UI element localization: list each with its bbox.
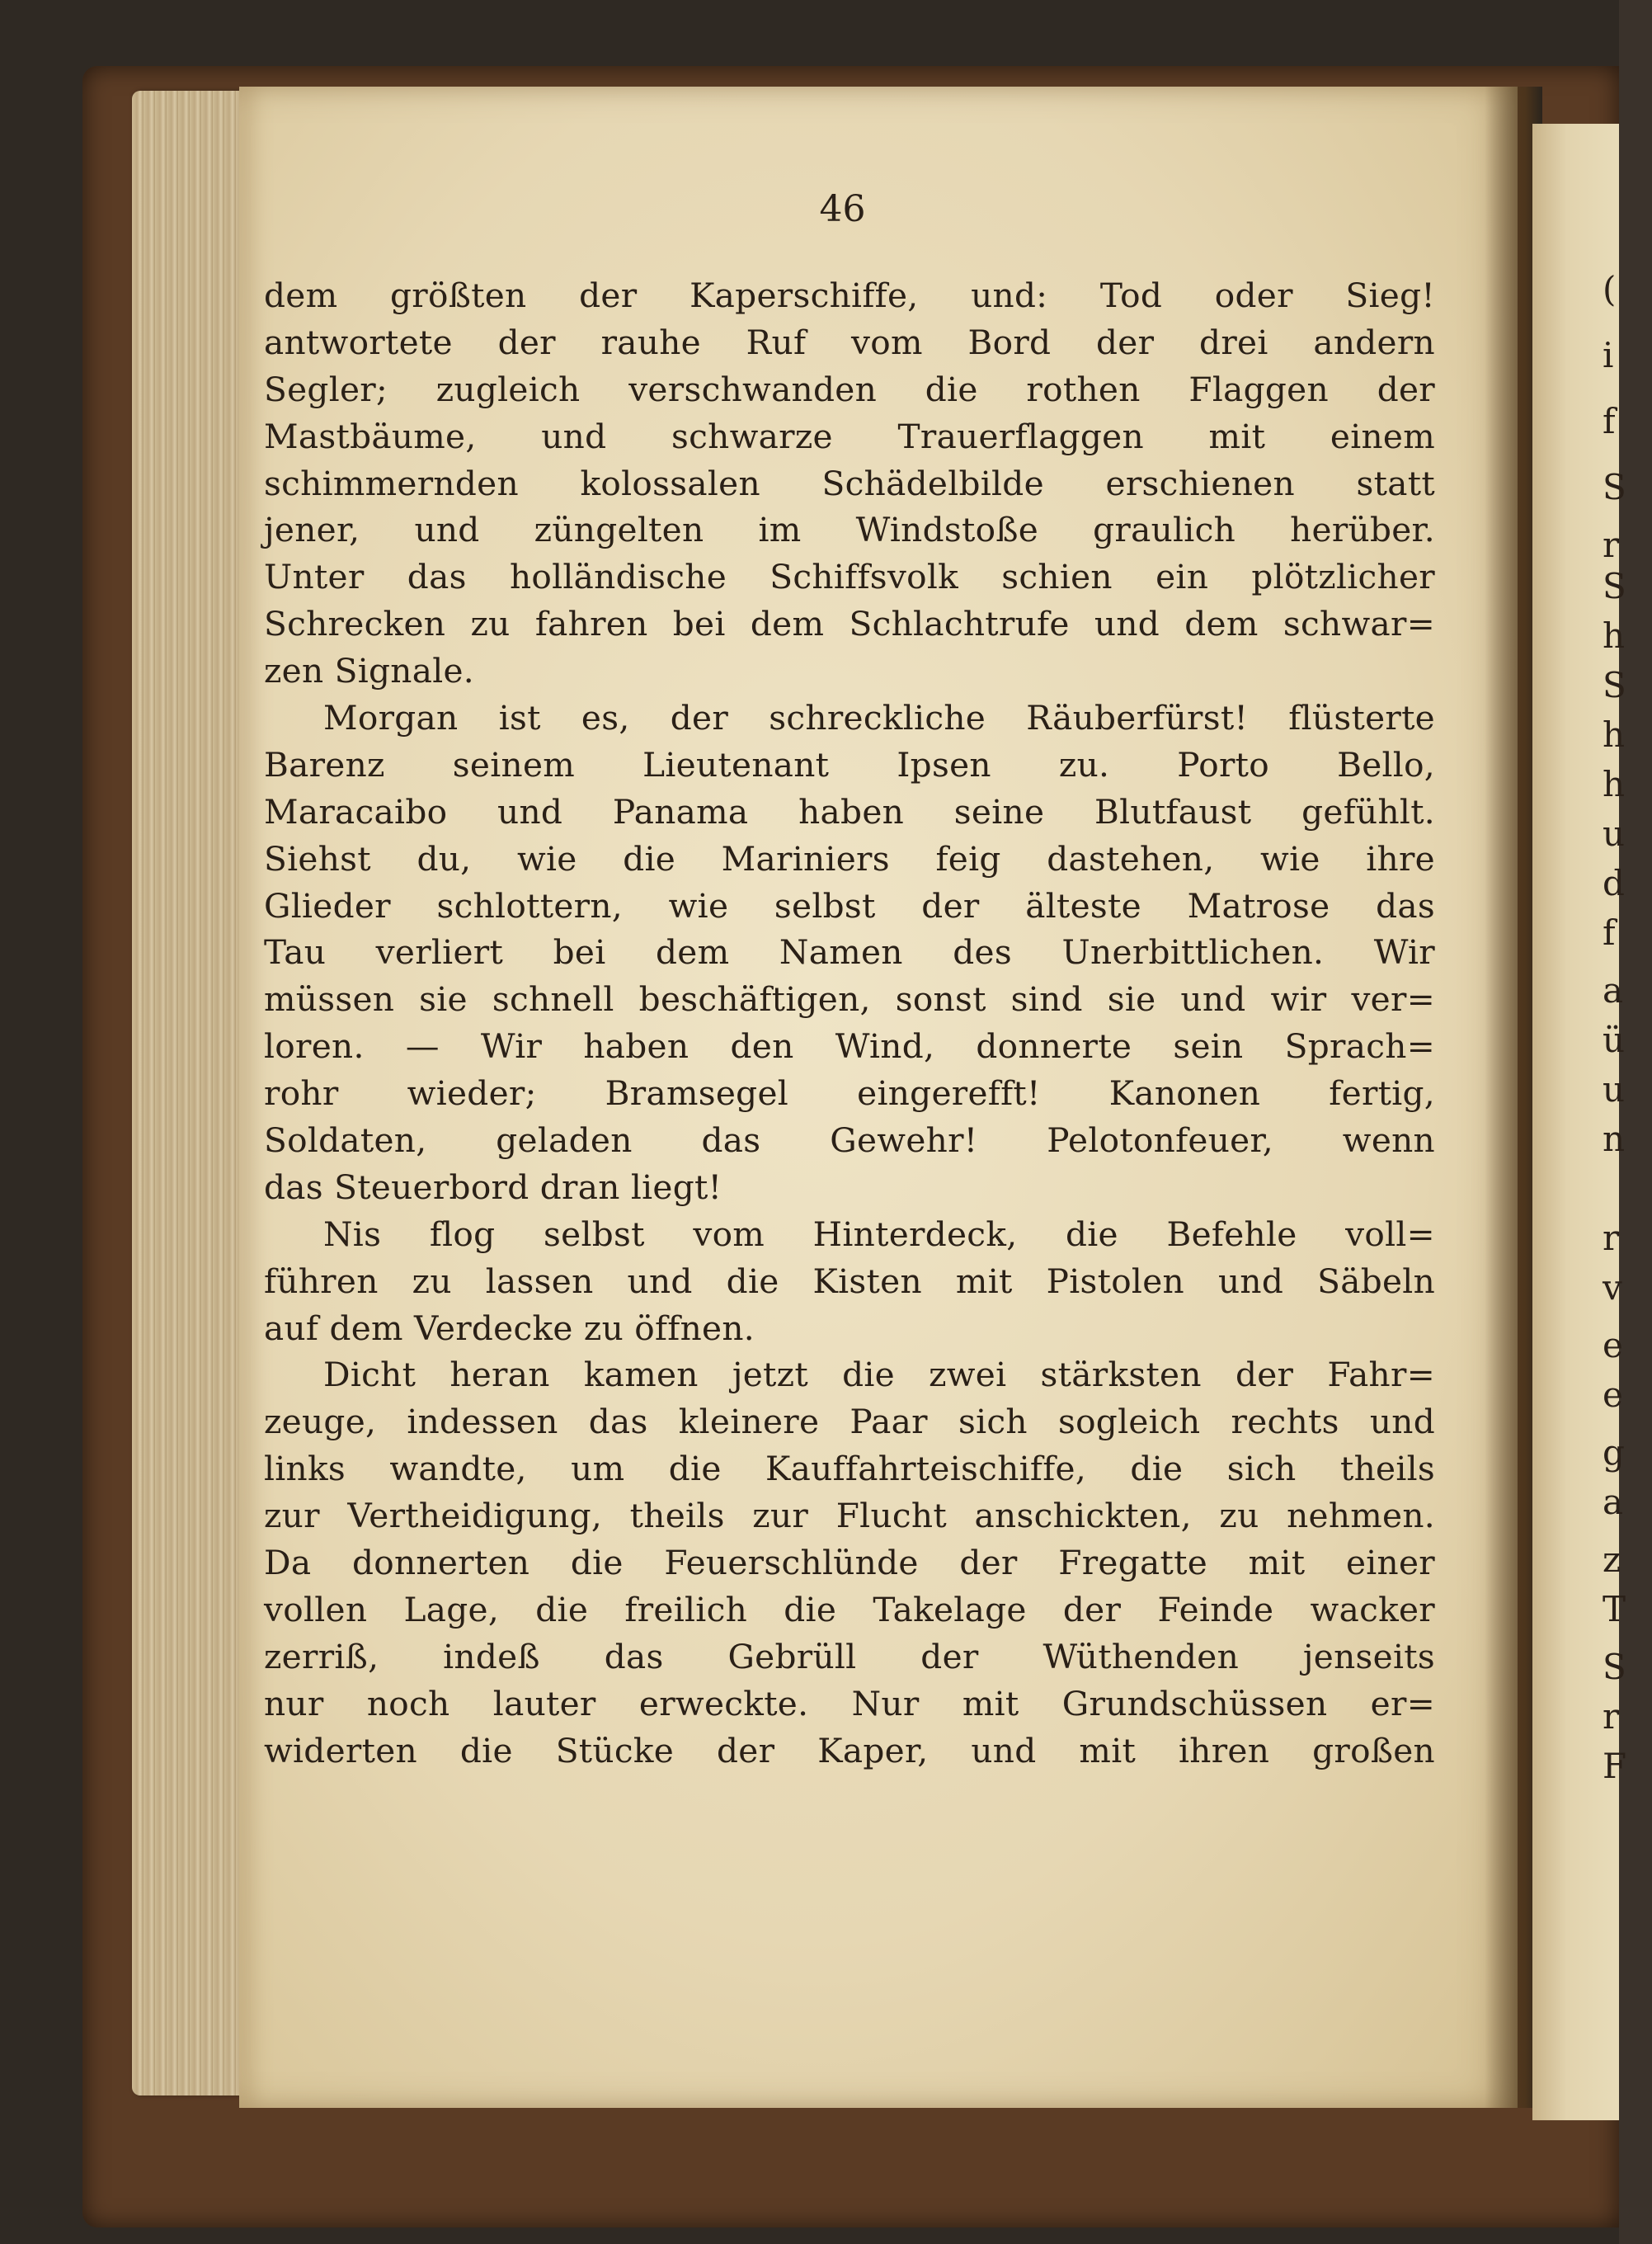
text-line: Glieder schlottern, wie selbst der älteste Matrose das [264,885,1435,926]
page-number: 46 [819,188,866,230]
facing-page-fragment: ( [1603,269,1617,309]
facing-page-fragment: e [1603,1374,1623,1415]
facing-page-fragment: S [1603,566,1626,606]
facing-page-fragment: v [1603,1267,1622,1308]
text-line: vollen Lage, die freilich die Takelage der Feinde wacker [264,1589,1435,1629]
text-line: Unter das holländische Schiffsvolk schien ein plötzlicher [264,557,1435,597]
facing-page-fragment: a [1603,1482,1624,1522]
facing-page-fragment: z [1603,1539,1621,1580]
text-line: zerriß, indeß das Gebrüll der Wüthenden jenseits [264,1636,1435,1676]
page-edges [132,91,247,2096]
text-line: müssen sie schnell beschäftigen, sonst sind sie und wir ver= [264,979,1435,1020]
text-line: Siehst du, wie die Mariniers feig dastehen, wie ihre [264,838,1435,879]
text-line: jener, und züngelten im Windstoße graulich herüber. [264,510,1435,550]
facing-page-fragment: S [1603,1647,1626,1687]
text-line: Tau verliert bei dem Namen des Unerbittlichen. Wir [264,932,1435,973]
text-line: nur noch lauter erweckte. Nur mit Grundschüssen er= [264,1683,1435,1723]
facing-page-fragment: n [1603,1119,1626,1159]
facing-page-fragment: T [1603,1589,1626,1629]
text-line: zur Vertheidigung, theils zur Flucht anschickten, zu nehmen. [264,1496,1435,1536]
text-line: rohr wieder; Bramsegel eingerefft! Kanonen fertig, [264,1073,1435,1114]
text-line: auf dem Verdecke zu öffnen. [264,1308,755,1348]
page-body-text [264,272,1435,1775]
facing-page-fragment: r [1603,525,1620,565]
text-line: Maracaibo und Panama haben seine Blutfaust gefühlt. [264,791,1435,832]
facing-page-fragment: d [1603,863,1625,903]
text-line: Mastbäume, und schwarze Trauerflaggen mit einem [264,416,1435,456]
facing-page-fragment: f [1603,912,1616,953]
text-line: widerten die Stücke der Kaper, und mit ihren großen [264,1730,1435,1770]
text-line: Dicht heran kamen jetzt die zwei stärksten der Fahr= [323,1355,1435,1395]
text-line: führen zu lassen und die Kisten mit Pistolen und Säbeln [264,1261,1435,1301]
text-line: schimmernden kolossalen Schädelbilde erschienen statt [264,463,1435,503]
text-line: Nis flog selbst vom Hinterdeck, die Befehle voll= [323,1214,1435,1254]
facing-page-fragment: h [1603,764,1626,804]
facing-page-fragment: h [1603,714,1626,755]
facing-page-fragment: u [1603,1069,1626,1110]
facing-page-fragment: S [1603,665,1626,705]
facing-page-fragment: r [1603,1696,1620,1737]
facing-page-fragment: h [1603,615,1626,656]
text-line: loren. — Wir haben den Wind, donnerte sein Sprach= [264,1026,1435,1067]
facing-page-fragment: e [1603,1325,1623,1365]
text-line: Da donnerten die Feuerschlünde der Fregatte mit einer [264,1543,1435,1583]
facing-page-fragment: a [1603,970,1624,1011]
text-line: Segler; zugleich verschwanden die rothen Flaggen der [264,369,1435,409]
facing-page-fragment: S [1603,467,1626,507]
facing-page-fragment: f [1603,401,1616,441]
text-line: zeuge, indessen das kleinere Paar sich sogleich rechts und [264,1402,1435,1442]
facing-page-fragment: r [1603,1218,1620,1258]
text-line: links wandte, um die Kauffahrteischiffe, die sich theils [264,1449,1435,1489]
text-line: Morgan ist es, der schreckliche Räuberfürst! flüsterte [323,698,1435,738]
text-line: Soldaten, geladen das Gewehr! Pelotonfeuer, wenn [264,1120,1435,1161]
text-line: Barenz seinem Lieutenant Ipsen zu. Porto Bello, [264,744,1435,785]
facing-page-fragment: F [1603,1746,1627,1786]
text-line: das Steuerbord dran liegt! [264,1167,722,1207]
facing-page-fragment: i [1603,335,1614,375]
text-line: dem größten der Kaperschiffe, und: Tod oder Sieg! [264,276,1435,315]
text-line: zen Signale. [264,651,474,691]
facing-page [1532,124,1627,2120]
facing-page-fragment: u [1603,813,1626,854]
text-line: antwortete der rauhe Ruf vom Bord der drei andern [264,322,1435,362]
text-line: Schrecken zu fahren bei dem Schlachtrufe und dem schwar= [264,604,1435,644]
facing-page-fragment: g [1603,1432,1625,1473]
facing-page-fragment: ü [1603,1020,1626,1060]
